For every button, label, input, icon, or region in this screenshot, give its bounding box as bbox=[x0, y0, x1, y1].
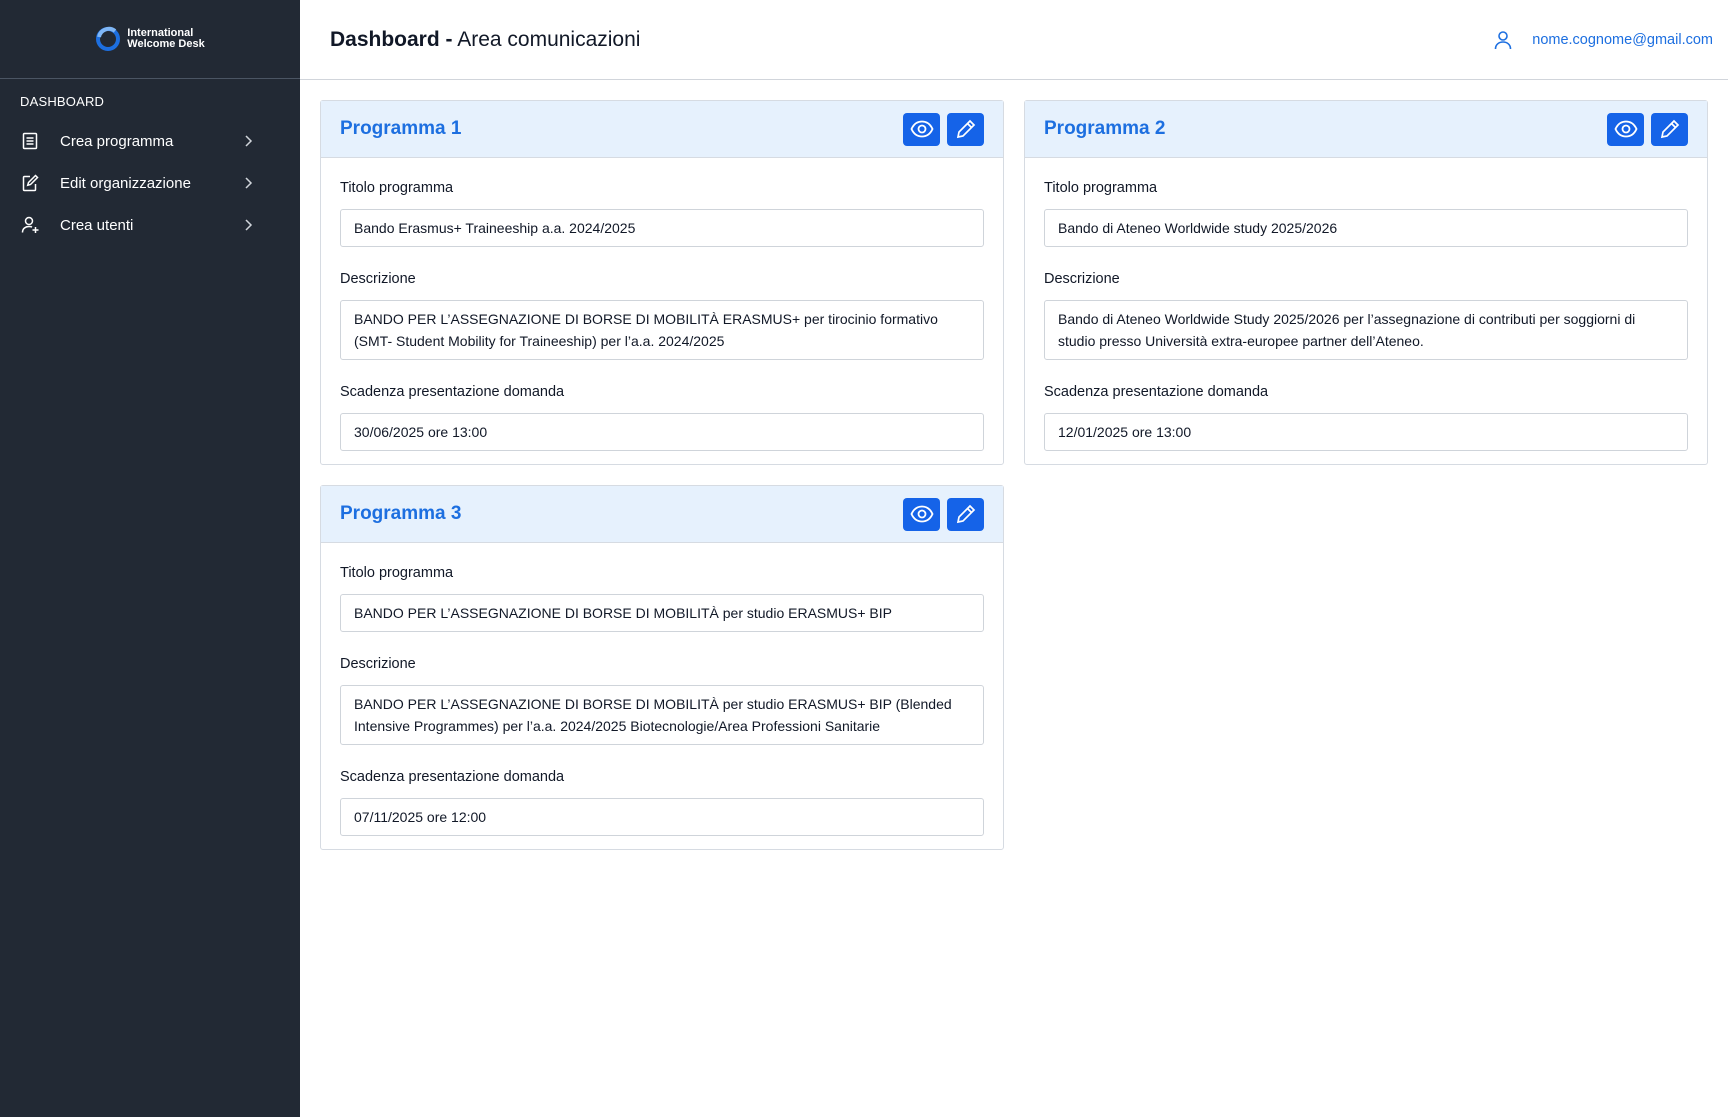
user-menu[interactable] bbox=[1492, 29, 1713, 51]
view-button[interactable] bbox=[903, 113, 940, 146]
sidebar-item-label: Edit organizzazione bbox=[60, 174, 191, 192]
program-card-2 bbox=[1024, 100, 1708, 465]
edit-button[interactable] bbox=[1651, 113, 1688, 146]
pencil-icon bbox=[955, 503, 977, 525]
title-label: Titolo programma bbox=[340, 565, 454, 581]
eye-icon bbox=[910, 117, 934, 141]
chevron-right-icon bbox=[240, 175, 256, 191]
view-button[interactable] bbox=[903, 498, 940, 531]
program-card-3 bbox=[320, 485, 1004, 850]
globe-logo-icon bbox=[95, 26, 121, 52]
program-card-title: Programma 1 bbox=[340, 118, 462, 139]
sidebar-section-label: DASHBOARD bbox=[20, 94, 105, 109]
title-label: Titolo programma bbox=[1044, 180, 1158, 196]
edit-document-icon bbox=[20, 173, 40, 193]
card-header bbox=[321, 486, 1003, 543]
sidebar-item-crea-utenti[interactable] bbox=[0, 204, 300, 246]
deadline-label: Scadenza presentazione domanda bbox=[340, 384, 565, 400]
user-add-icon bbox=[20, 215, 40, 235]
card-body bbox=[1025, 158, 1707, 451]
eye-icon bbox=[1614, 117, 1638, 141]
user-icon bbox=[1492, 29, 1514, 51]
description-field[interactable]: BANDO PER L’ASSEGNAZIONE DI BORSE DI MOBILITÀ ERASMUS+ per tirocinio formativo (SMT- Student Mobility for Traineeship) per l’a.a. 2024/2025 bbox=[340, 300, 984, 360]
description-field[interactable]: BANDO PER L’ASSEGNAZIONE DI BORSE DI MOBILITÀ per studio ERASMUS+ BIP (Blended Intensive Programmes) per l’a.a. 2024/2025 Biotecnologie/Area Professioni Sanitarie bbox=[340, 685, 984, 745]
pencil-icon bbox=[1659, 118, 1681, 140]
sidebar-item-crea-programma[interactable] bbox=[0, 120, 300, 162]
program-card-1 bbox=[320, 100, 1004, 465]
card-header bbox=[321, 101, 1003, 158]
program-card-title: Programma 2 bbox=[1044, 118, 1166, 139]
user-email[interactable]: nome.cognome@gmail.com bbox=[1532, 31, 1713, 48]
chevron-right-icon bbox=[240, 217, 256, 233]
title-field[interactable]: BANDO PER L’ASSEGNAZIONE DI BORSE DI MOBILITÀ per studio ERASMUS+ BIP bbox=[340, 594, 984, 632]
eye-icon bbox=[910, 502, 934, 526]
edit-button[interactable] bbox=[947, 113, 984, 146]
deadline-label: Scadenza presentazione domanda bbox=[340, 769, 565, 785]
pencil-icon bbox=[955, 118, 977, 140]
deadline-field[interactable]: 12/01/2025 ore 13:00 bbox=[1044, 413, 1688, 451]
logo-text bbox=[127, 28, 204, 50]
deadline-field[interactable]: 30/06/2025 ore 13:00 bbox=[340, 413, 984, 451]
description-label: Descrizione bbox=[340, 656, 416, 672]
card-header bbox=[1025, 101, 1707, 158]
sidebar-item-label: Crea programma bbox=[60, 132, 174, 150]
page-title bbox=[330, 28, 1492, 52]
edit-button[interactable] bbox=[947, 498, 984, 531]
title-label: Titolo programma bbox=[340, 180, 454, 196]
logo-line-2: Welcome Desk bbox=[127, 38, 205, 50]
description-label: Descrizione bbox=[1044, 271, 1120, 287]
logo-line-1: International bbox=[127, 27, 194, 39]
deadline-field[interactable]: 07/11/2025 ore 12:00 bbox=[340, 798, 984, 836]
description-label: Descrizione bbox=[340, 271, 416, 287]
page-title-subtitle: Area comunicazioni bbox=[457, 27, 641, 51]
sidebar bbox=[0, 0, 300, 1117]
description-field[interactable]: Bando di Ateneo Worldwide Study 2025/2026 per l’assegnazione di contributi per soggiorni di studio presso Università extra-europee partner dell’Ateneo. bbox=[1044, 300, 1688, 360]
logo[interactable] bbox=[0, 0, 300, 79]
document-icon bbox=[20, 131, 40, 151]
sidebar-item-label: Crea utenti bbox=[60, 216, 134, 234]
view-button[interactable] bbox=[1607, 113, 1644, 146]
program-card-title: Programma 3 bbox=[340, 503, 462, 524]
sidebar-item-edit-organizzazione[interactable] bbox=[0, 162, 300, 204]
deadline-label: Scadenza presentazione domanda bbox=[1044, 384, 1269, 400]
chevron-right-icon bbox=[240, 133, 256, 149]
title-field[interactable]: Bando di Ateneo Worldwide study 2025/2026 bbox=[1044, 209, 1688, 247]
title-field[interactable]: Bando Erasmus+ Traineeship a.a. 2024/2025 bbox=[340, 209, 984, 247]
page-title-bold: Dashboard - bbox=[330, 27, 453, 51]
card-body bbox=[321, 543, 1003, 836]
top-header bbox=[300, 0, 1728, 80]
card-body bbox=[321, 158, 1003, 451]
